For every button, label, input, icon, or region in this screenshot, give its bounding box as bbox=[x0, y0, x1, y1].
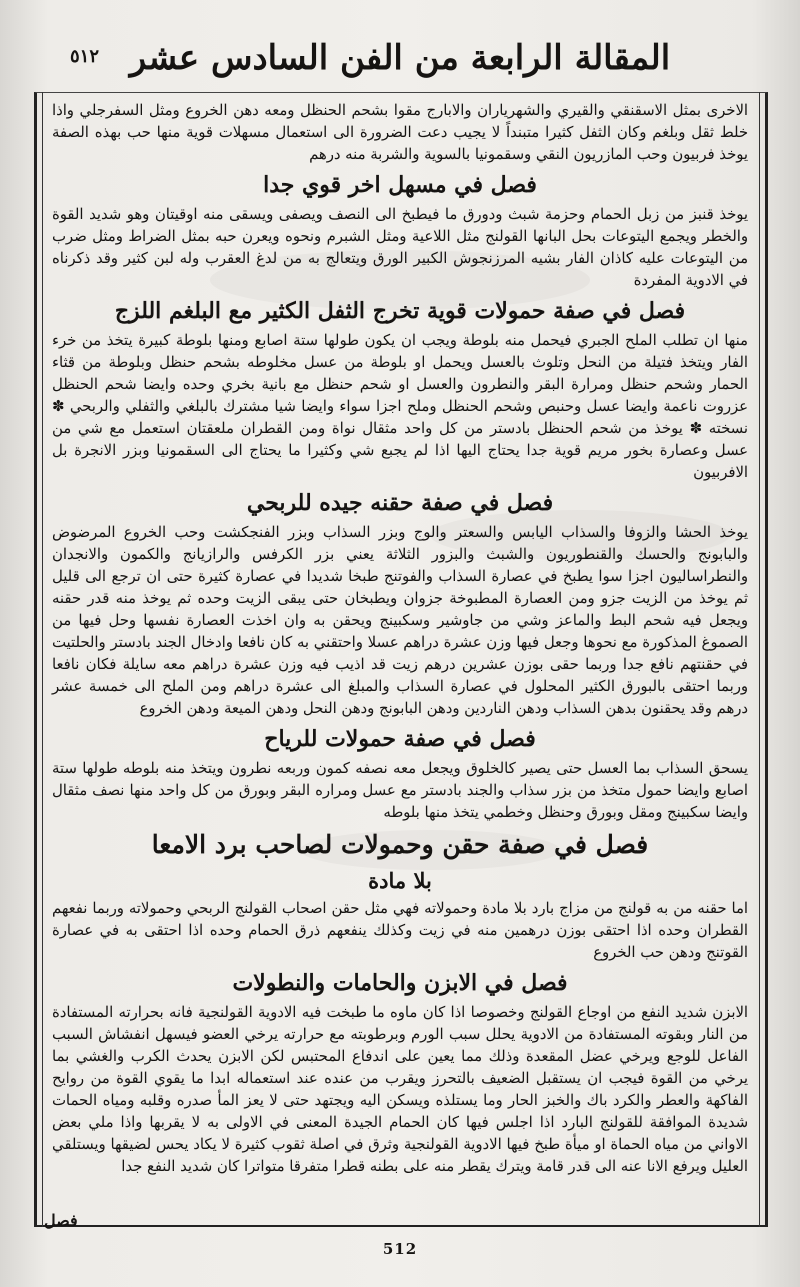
body-paragraph: يوخذ قنبز من زبل الحمام وحزمة شبث ودورق ما فيطبخ الى النصف ويصفى ويسقى منه اوقيتان وهو شديد القوة والخطر ويجمع اليتوعات بحل البانها القولنج مثل اللاعية ومثل الشبرم ونحوه ويعرن حبه بمثل الضراط ومثل ضرب من اليتوعات عليه كاذان الفار بشيه المرزنجوش الكبير الورق ويتعالج به من لدغ العقرب وله لبن كثير وقد ذكرناه في الادوية المفردة bbox=[52, 206, 748, 289]
body-paragraph: الابزن شديد النفع من اوجاع القولنج وخصوصا اذا كان ماوه ما طبخت فيه الادوية القولنجية فانه بحرارته المستفادة من النار وبقوته المستفادة من الادوية يحلل سبب الورم وبرطوبته مع حرارته يرخي العضو فيسهل انفشاش السبب الفاعل للوجع ويرخي عضل المقعدة وذلك مما يعين على اندفاع المحتبس لكن الابزن يحدث الكرب والغشي بما يرخي من القوة فيجب ان يستقبل الضعيف بالتحرز ويقرب من عنده عند استعماله ابدا ما يقوي القوة من روايح الفاكهة والعطر والكرد باك والخبز الحار وما يستلذه ويسكن اليه ويجتهد حتى لا يعز المأ صدره وقلبه ومياه الحمات شديدة الموافقة للقولنج البارد اذا اجلس فيها كان الحمام الجيدة المعنى في الاولى به لا يقربها واذا ملي بعض الاواني من مياه الحماة او ميأة طبخ فيها الادوية القولنجية وثرق في اصلة ثقوب كثيرة لا يكاد يحس لضيقها ويستلقي العليل ويرفع الانا عنه الى قدر قامة ويترك يقطر منه على بطنه قطرا متفرقا متواترا كان شديد النفع جدا bbox=[52, 1004, 748, 1175]
body-paragraph: يسحق السذاب بما العسل حتى يصير كالخلوق ويجعل معه نصفه كمون وربعه نطرون ويتخذ منه بلوطه طولها ستة اصابع وايضا حمول متخذ من بزر سذاب والجند بادستر مع عسل ومراره البقر وبورق من كل واحد منها نصف مثقال وايضا سكبينج ومقل وبورق وحنظل وخطمي يتخذ منها بلوطه bbox=[52, 760, 748, 821]
text-column bbox=[52, 100, 748, 1178]
section-heading: فصل في صفة حمولات للرياح bbox=[264, 726, 536, 752]
section-subheading: بلا مادة bbox=[368, 868, 432, 893]
body-paragraph: منها ان تطلب الملح الجبري فيحمل منه بلوطة ويجب ان يكون طولها ستة اصابع ومنها بلوطة كبيرة يتخذ من خرء الفار ويتخذ فتيلة من النحل وتلوث بالعسل ويحمل او بلوطة من عسل مخلوطه بشحم حنظل وبلوطة من قثاء الحمار وشحم حنظل ومرارة البقر والنطرون والعسل او شحم حنظل مع بانية بخري وحده وايضا شحم الحنظل عزروت ناعمة وايضا عسل وحنبص وشحم الحنظل وملح اجزا سواء وايضا شيا مشترك بالبلغي والثفلي والربحي ✽ نسخته ✽ يوخذ من شحم الحنظل بادستر من كل واحد مثقال نواة ومن القطران ملعقتان استعمل مع شي من عسل وعصارة بخور مريم قوية جدا يحتاج اليها اذا لم يجبع شي وكثيرا ما يحتاج الى السقمونيا وبزر الانجرة بل الافربيون bbox=[52, 332, 748, 481]
body-paragraph: يوخذ الحشا والزوفا والسذاب اليابس والسعتر والوج وبزر السذاب وبزر الفنجكشت وحب الخروع المرضوض والبابونج والحسك والقنطوريون والشبث والبزور الثلاثة يعني بزر الكرفس والرازيانج والكمون والانجدان والنطراساليون اجزا سوا يطبخ في عصارة السذاب والفوتنج طبخا شديدا في عصارة كثيرة حتى ان ترجع الى قليل ثم يوخذ من الزيت جزو ومن العصارة المطبوخة جزوان ويطبخان حتى يبقى الزيت وحده ثم يوخذ منه قدر حقنه ويجعل فيه شحم البط والماعز وشي من جاوشير وسكبينج ويحقن به وان اخذت العصارة نفسها وحل فيها من الصموغ المذكورة مع نحوها وجعل فيها وزن عشرة دراهم عسلا واحتقني به كان نافعا وادخال الجند بادستر والحلتيت في حقنتهم نافع جدا وربما حقى بوزن عشرين درهم زيت قد اذيب فيه وزن عشرة دراهم معه سايلة فكان نافعا وربما احتقى بالبورق الكثير المحلول في عصارة السذاب والمبلغ الى عشرة دراهم ومن الملح الى خمسة عشر درهم وقد يحقنون بدهن السذاب ودهن الناردين ودهن البابونج ودهن النحل ودهن الميعة ودهن الخروع bbox=[52, 524, 748, 717]
section-heading: فصل في مسهل اخر قوي جدا bbox=[263, 172, 537, 198]
section-heading: فصل في الابزن والحامات والنطولات bbox=[232, 970, 568, 996]
running-title: المقالة الرابعة من الفن السادس عشر bbox=[129, 38, 671, 78]
section-heading: فصل في صفة حمولات قوية تخرج الثفل الكثير مع البلغم اللزج bbox=[114, 298, 686, 324]
section-heading: فصل في صفة حقن وحمولات لصاحب برد الامعا bbox=[151, 830, 649, 859]
running-head bbox=[120, 30, 680, 86]
page-marker: ٥١٢ bbox=[70, 46, 100, 67]
section-heading: فصل في صفة حقنه جيده للربحي bbox=[246, 490, 554, 516]
page-number: 512 bbox=[382, 1240, 418, 1258]
catchword: فصل bbox=[44, 1211, 78, 1230]
body-paragraph: الاخرى بمثل الاسقنقي والقيري والشهرياران والابارج مقوا بشحم الحنظل ومعه دهن الخروع ومثل السفرجلي واذا خلط ثقل وبلغم وكان الثفل كثيرا متبنداً لا يجيب دعت الضرورة الى استعمال مسهلات قوية منها حب بهذه الصفة يوخذ فربيون وحب المازريون النقي وسقمونيا بالسوية والشربة منه درهم bbox=[52, 102, 748, 163]
body-paragraph: اما حقنه من به قولنج من مزاج بارد بلا مادة وحمولاته فهي مثل حقن اصحاب القولنج الربحي وحمولاته وربما نفعهم القطران وحده اذا احتقى بوزن درهمين منه في زيت وكذلك ينفعهم ذرق الحمام وحده اذا احتقى به في عصارة القوتنج ودهن حب الخروع bbox=[52, 900, 748, 961]
